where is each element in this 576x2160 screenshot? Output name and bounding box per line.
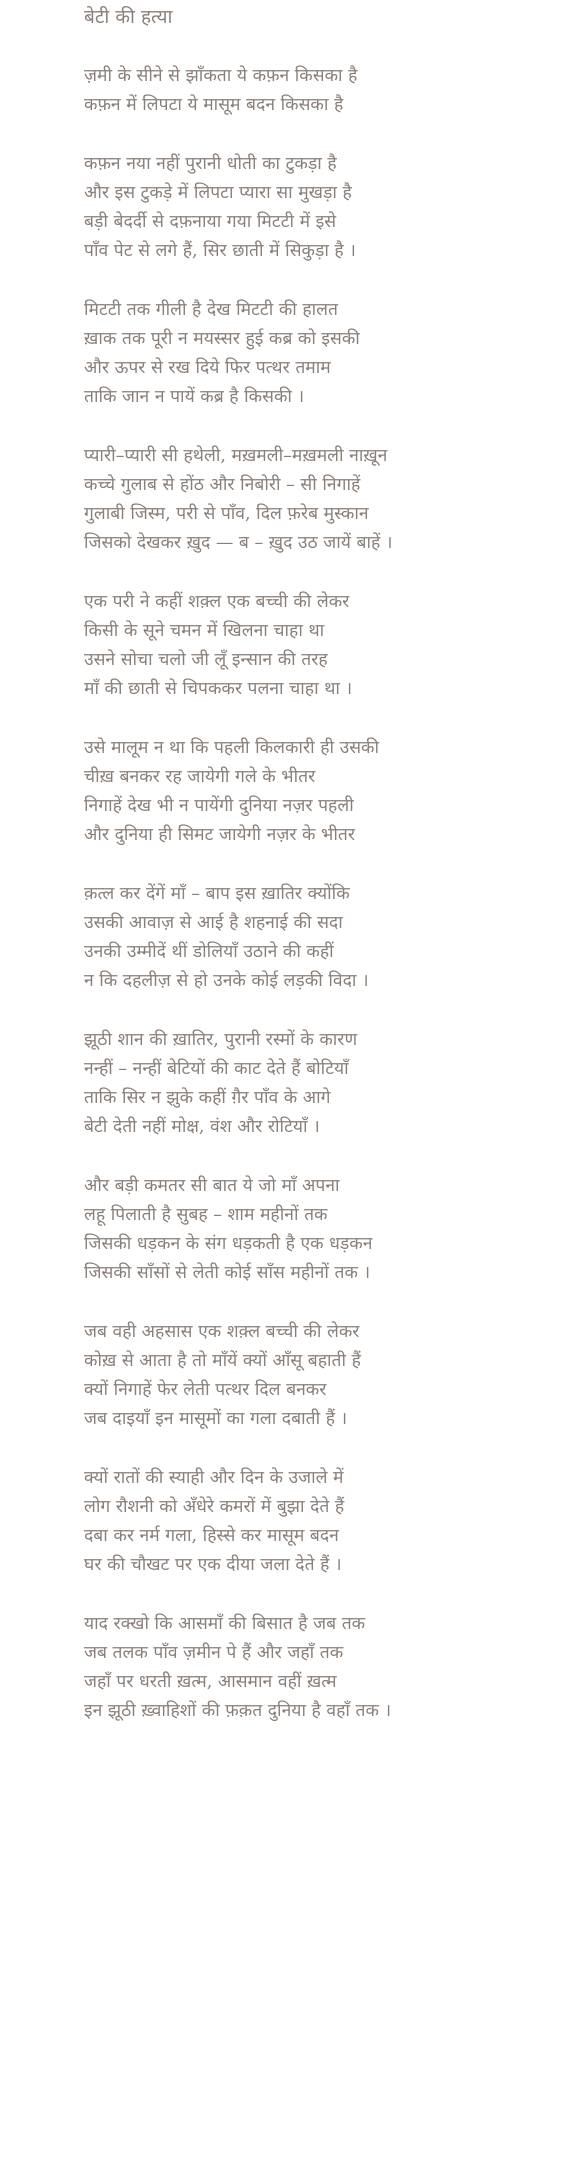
poem-line: इन झूठी ख़्वाहिशों की फ़क़त दुनिया है वहाँ तक । <box>84 1701 392 1721</box>
poem-line: जहाँ पर धरती ख़त्म, आसमान वहीं ख़त्म <box>84 1672 337 1692</box>
stanza <box>84 150 554 266</box>
stanza <box>84 1026 554 1142</box>
poem-line: ज़मी के सीने से झाँकता ये कफ़न किसका है <box>84 66 358 86</box>
poem-line: पाँव पेट से लगे हैं, सिर छाती में सिकुड़ा है । <box>84 241 356 261</box>
poem-line: मिटटी तक गीली है देख मिटटी की हालत <box>84 300 339 320</box>
poem-page <box>84 0 554 1726</box>
poem-line: कफ़न नया नहीं पुरानी धोती का टुकड़ा है <box>84 154 337 174</box>
poem-line: माँ की छाती से चिपककर पलना चाहा था । <box>84 679 353 699</box>
stanza <box>84 734 554 850</box>
poem-line: उनकी उम्मीदें थीं डोलियाँ उठाने की कहीं <box>84 942 334 962</box>
stanza <box>84 880 554 996</box>
poem-line: निगाहें देख भी न पायेंगी दुनिया नज़र पहली <box>84 796 354 816</box>
poem-line: उसने सोचा चलो जी लूँ इन्सान की तरह <box>84 650 328 670</box>
poem-title: बेटी की हत्या <box>84 6 173 28</box>
poem-line: और बड़ी कमतर सी बात ये जो माँ अपना <box>84 1176 340 1196</box>
poem-line: कच्चे गुलाब से होंठ और निबोरी – सी निगाहें <box>84 475 361 495</box>
poem-line: गुलाबी जिस्म, परी से पाँव, दिल फ़रेब मुस्कान <box>84 504 369 524</box>
poem-line: चीख़ बनकर रह जायेगी गले के भीतर <box>84 767 316 787</box>
stanza <box>84 1610 554 1726</box>
poem-line: जब तलक पाँव ज़मीन पे हैं और जहाँ तक <box>84 1643 344 1663</box>
poem-line: जिसकी साँसों से लेती कोई साँस महीनों तक । <box>84 1263 371 1283</box>
poem-line: जिसकी धड़कन के संग धड़कती है एक धड़कन <box>84 1234 373 1254</box>
poem-line: और ऊपर से रख दिये फिर पत्थर तमाम <box>84 358 331 378</box>
poem-line: क़त्ल कर देंगें माँ – बाप इस ख़ातिर क्योंकि <box>84 884 350 904</box>
poem-line: न कि दहलीज़ से हो उनके कोई लड़की विदा । <box>84 971 369 991</box>
poem-line: बेटी देती नहीं मोक्ष, वंश और रोटियाँ । <box>84 1117 320 1137</box>
poem-body <box>84 62 554 1726</box>
poem-line: कोख़ से आता है तो माँयें क्यों आँसू बहाती हैं <box>84 1351 361 1371</box>
poem-line: उसकी आवाज़ से आई है शहनाई की सदा <box>84 913 343 933</box>
poem-line: क्यों निगाहें फेर लेती पत्थर दिल बनकर <box>84 1380 327 1400</box>
poem-line: ताकि सिर न झुके कहीं ग़ैर पाँव के आगे <box>84 1088 331 1108</box>
stanza <box>84 62 554 120</box>
poem-line: नन्हीं – नन्हीं बेटियों की काट देते हैं बोटियाँ <box>84 1059 349 1079</box>
stanza <box>84 1464 554 1580</box>
stanza <box>84 296 554 412</box>
poem-line: दबा कर नर्म गला, हिस्से कर मासूम बदन <box>84 1526 339 1546</box>
poem-line: लहू पिलाती है सुबह – शाम महीनों तक <box>84 1205 328 1225</box>
stanza <box>84 442 554 558</box>
poem-line: जिसको देखकर ख़ुद — ब – ख़ुद उठ जायें बाहें । <box>84 533 393 553</box>
poem-line: किसी के सूने चमन में खिलना चाहा था <box>84 621 325 641</box>
poem-line: प्यारी–प्यारी सी हथेली, मख़मली–मख़मली नाख़ून <box>84 446 388 466</box>
stanza <box>84 1318 554 1434</box>
stanza <box>84 1172 554 1288</box>
poem-line: बड़ी बेदर्दी से दफ़नाया गया मिटटी में इसे <box>84 212 337 232</box>
poem-line: घर की चौखट पर एक दीया जला देते हैं । <box>84 1555 342 1575</box>
poem-line: और इस टुकड़े में लिपटा प्यारा सा मुखड़ा है <box>84 183 352 203</box>
stanza <box>84 588 554 704</box>
poem-line: कफ़न में लिपटा ये मासूम बदन किसका है <box>84 95 344 115</box>
poem-line: उसे मालूम न था कि पहली किलकारी ही उसकी <box>84 738 379 758</box>
poem-line: क्यों रातों की स्याही और दिन के उजाले में <box>84 1468 344 1488</box>
poem-line: जब वही अहसास एक शक़्ल बच्ची की लेकर <box>84 1322 360 1342</box>
poem-line: ताकि जान न पायें कब्र है किसकी । <box>84 387 305 407</box>
poem-line: ख़ाक तक पूरी न मयस्सर हुई कब्र को इसकी <box>84 329 360 349</box>
poem-line: लोग रौशनी को अँधेरे कमरों में बुझा देते हैं <box>84 1497 345 1517</box>
poem-line: झूठी शान की ख़ातिर, पुरानी रस्मों के कारण <box>84 1030 358 1050</box>
poem-line: जब दाइयाँ इन मासूमों का गला दबाती हैं । <box>84 1409 348 1429</box>
poem-line: एक परी ने कहीं शक़्ल एक बच्ची की लेकर <box>84 592 350 612</box>
poem-line: याद रक्खो कि आसमाँ की बिसात है जब तक <box>84 1614 366 1634</box>
poem-line: और दुनिया ही सिमट जायेगी नज़र के भीतर <box>84 825 356 845</box>
